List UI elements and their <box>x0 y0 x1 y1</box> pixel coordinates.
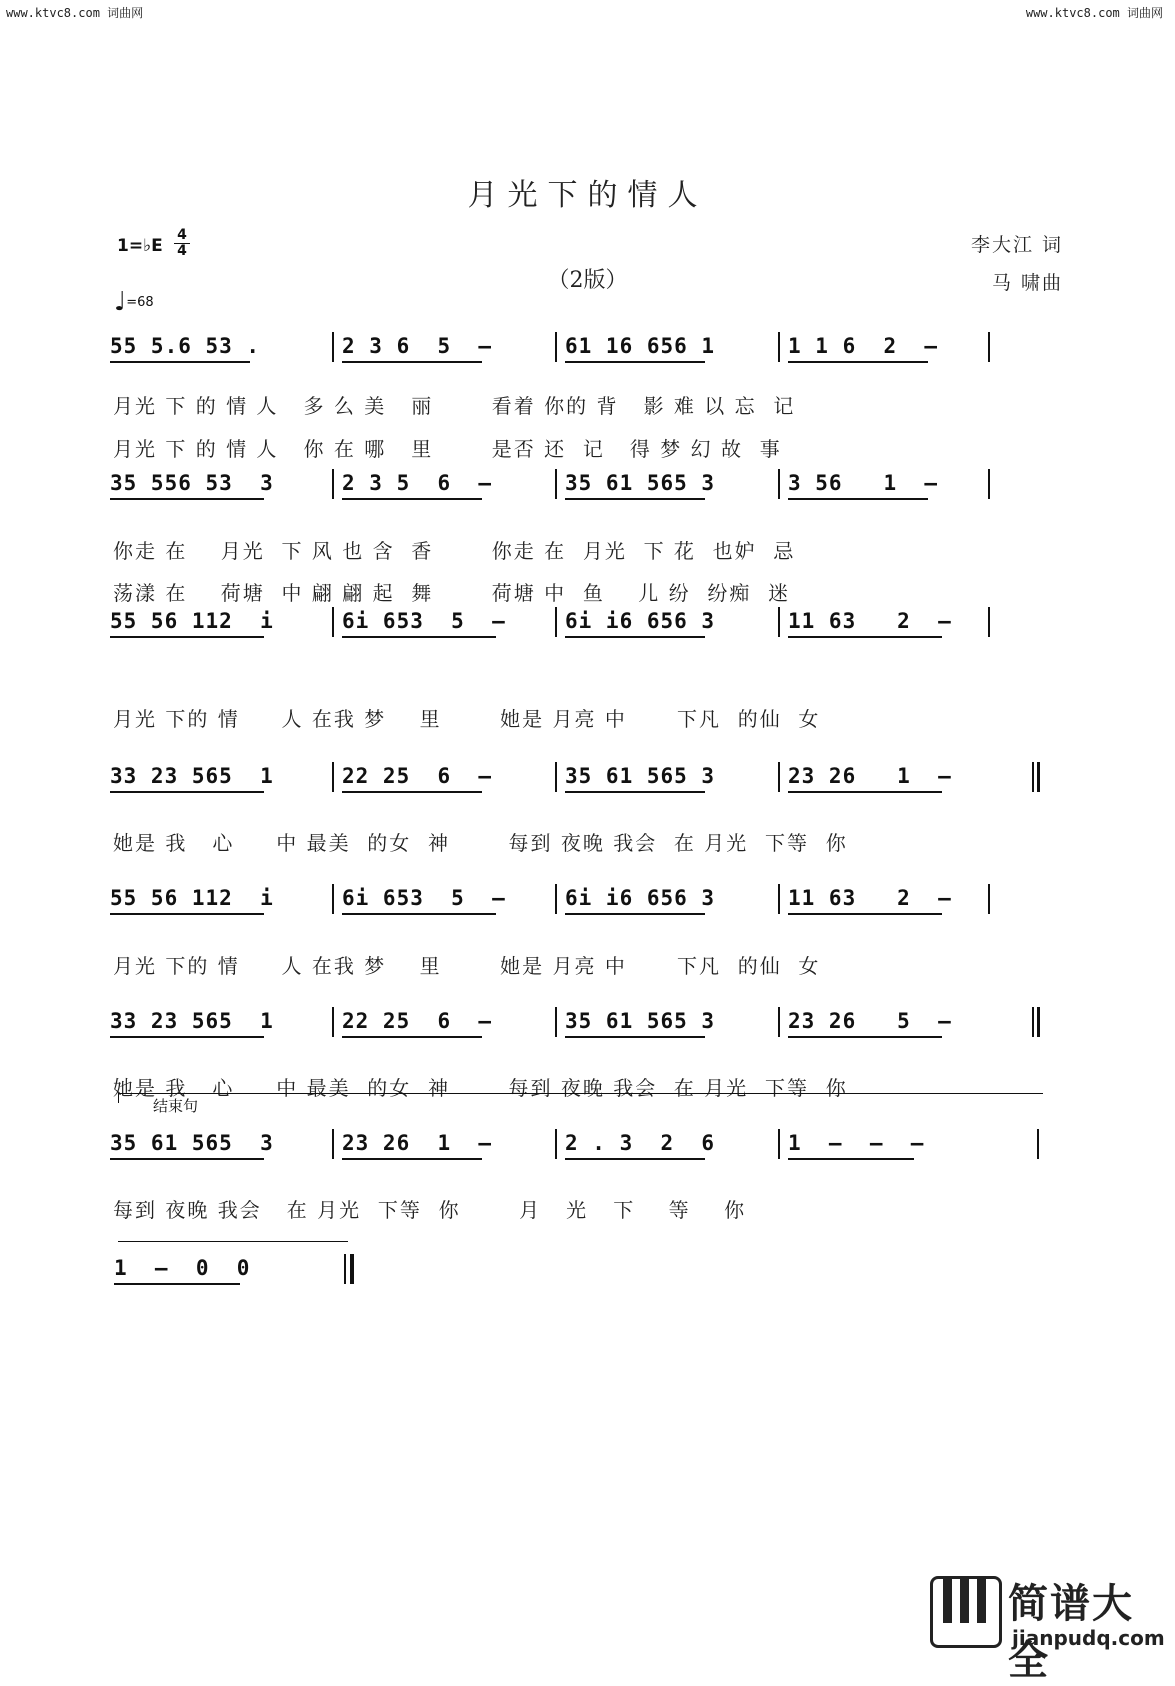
time-signature <box>174 228 190 259</box>
repeat-barline-thin <box>1032 762 1034 792</box>
measure: 23 26 1 — <box>342 1131 492 1159</box>
barline <box>1037 1129 1039 1159</box>
coda-bracket <box>118 1093 1043 1094</box>
site-logo <box>930 1570 1175 1684</box>
song-version: （2版） <box>547 268 628 293</box>
barline <box>988 469 990 499</box>
measure: 11 63 2 — <box>788 886 952 914</box>
ending-slur <box>118 1241 348 1242</box>
barline <box>555 607 557 637</box>
notation-system-4 <box>110 758 1045 802</box>
measure: 11 63 2 — <box>788 609 952 637</box>
logo-url: jianpudq.com <box>1012 1626 1165 1650</box>
lyric-line: 每到 夜晚 我会 在 月光 下等 你 月 光 下 等 你 <box>113 1198 747 1222</box>
repeat-barline <box>1037 1007 1040 1037</box>
barline <box>332 884 334 914</box>
measure: 2 3 6 5 — <box>342 334 492 362</box>
measure: 33 23 565 1 <box>110 1009 274 1037</box>
measure: 55 5.6 53 . <box>110 334 260 362</box>
measure: 6i i6 656 3 <box>565 886 715 914</box>
lyric-line: 月光 下的 情 人 在我 梦 里 她是 月亮 中 下凡 的仙 女 <box>113 954 821 978</box>
measure: 55 56 112 i <box>110 609 274 637</box>
lyric-line: 月光 下的 情 人 在我 梦 里 她是 月亮 中 下凡 的仙 女 <box>113 707 821 731</box>
key-signature: 1=♭E <box>117 236 163 256</box>
barline <box>778 607 780 637</box>
measure: 6i 653 5 — <box>342 609 506 637</box>
measure: 1 — 0 0 <box>114 1256 250 1284</box>
measure: 35 61 565 3 <box>565 471 715 499</box>
lyric-line: 她是 我 心 中 最美 的女 神 每到 夜晚 我会 在 月光 下等 你 <box>113 831 848 855</box>
measure: 6i 653 5 — <box>342 886 506 914</box>
tempo-marking <box>114 283 154 317</box>
barline <box>332 762 334 792</box>
measure: 6i i6 656 3 <box>565 609 715 637</box>
quarter-note-icon: ♩ <box>114 287 127 317</box>
barline <box>332 607 334 637</box>
tempo-value: =68 <box>126 295 154 310</box>
barline <box>778 762 780 792</box>
barline <box>778 1007 780 1037</box>
barline <box>555 332 557 362</box>
barline <box>555 1007 557 1037</box>
piano-keys-icon <box>930 1576 1002 1648</box>
notation-system-1 <box>110 328 1045 372</box>
barline <box>332 1129 334 1159</box>
measure: 23 26 1 — <box>788 764 952 792</box>
measure: 3 56 1 — <box>788 471 938 499</box>
measure: 35 61 565 3 <box>565 764 715 792</box>
lyricist-credit: 李大江 词 <box>970 234 1063 256</box>
measure: 35 61 565 3 <box>565 1009 715 1037</box>
notation-system-7 <box>110 1125 1045 1169</box>
barline <box>988 332 990 362</box>
lyric-line: 月光 下 的 情 人 你 在 哪 里 是否 还 记 得 梦 幻 故 事 <box>113 437 782 461</box>
lyric-line: 你走 在 月光 下 风 也 含 香 你走 在 月光 下 花 也妒 忌 <box>113 539 796 563</box>
barline <box>555 762 557 792</box>
measure: 2 . 3 2 6 <box>565 1131 715 1159</box>
barline <box>778 1129 780 1159</box>
barline <box>555 469 557 499</box>
measure: 23 26 5 — <box>788 1009 952 1037</box>
repeat-barline-thin <box>1032 1007 1034 1037</box>
measure: 35 61 565 3 <box>110 1131 274 1159</box>
notation-system-8 <box>110 1250 1045 1294</box>
barline <box>988 884 990 914</box>
site-watermark-right: www.ktvc8.com 词曲网 <box>1025 6 1163 20</box>
lyric-line: 月光 下 的 情 人 多 么 美 丽 看着 你的 背 影 难 以 忘 记 <box>113 394 796 418</box>
barline <box>332 1007 334 1037</box>
measure: 1 1 6 2 — <box>788 334 938 362</box>
coda-bracket-tick <box>118 1093 119 1103</box>
notation-system-6 <box>110 1003 1045 1047</box>
measure: 22 25 6 — <box>342 1009 492 1037</box>
logo-brand: 简谱大全 <box>1008 1581 1134 1684</box>
notation-system-3 <box>110 603 1045 647</box>
notation-system-2 <box>110 465 1045 509</box>
time-signature-top: 4 <box>177 227 187 243</box>
barline <box>778 884 780 914</box>
barline <box>332 469 334 499</box>
song-title: 月光下的情人 <box>467 178 708 213</box>
site-watermark-left: www.ktvc8.com 词曲网 <box>6 6 144 20</box>
barline <box>332 332 334 362</box>
measure: 33 23 565 1 <box>110 764 274 792</box>
time-signature-bottom: 4 <box>174 243 190 259</box>
barline <box>778 469 780 499</box>
lyric-line: 她是 我 心 中 最美 的女 神 每到 夜晚 我会 在 月光 下等 你 <box>113 1076 848 1100</box>
barline <box>555 1129 557 1159</box>
measure: 55 56 112 i <box>110 886 274 914</box>
measure: 61 16 656 1 <box>565 334 715 362</box>
final-barline <box>350 1254 354 1284</box>
measure: 22 25 6 — <box>342 764 492 792</box>
final-barline-thin <box>344 1254 346 1284</box>
barline <box>778 332 780 362</box>
measure: 2 3 5 6 — <box>342 471 492 499</box>
barline <box>555 884 557 914</box>
barline <box>988 607 990 637</box>
repeat-barline <box>1037 762 1040 792</box>
notation-system-5 <box>110 880 1045 924</box>
lyric-line: 荡漾 在 荷塘 中 翩 翩 起 舞 荷塘 中 鱼 儿 纷 纷痴 迷 <box>113 581 791 605</box>
measure: 35 556 53 3 <box>110 471 274 499</box>
measure: 1 — — — <box>788 1131 924 1159</box>
composer-credit: 马 啸曲 <box>991 272 1063 294</box>
coda-label: 结束句 <box>153 1097 199 1115</box>
